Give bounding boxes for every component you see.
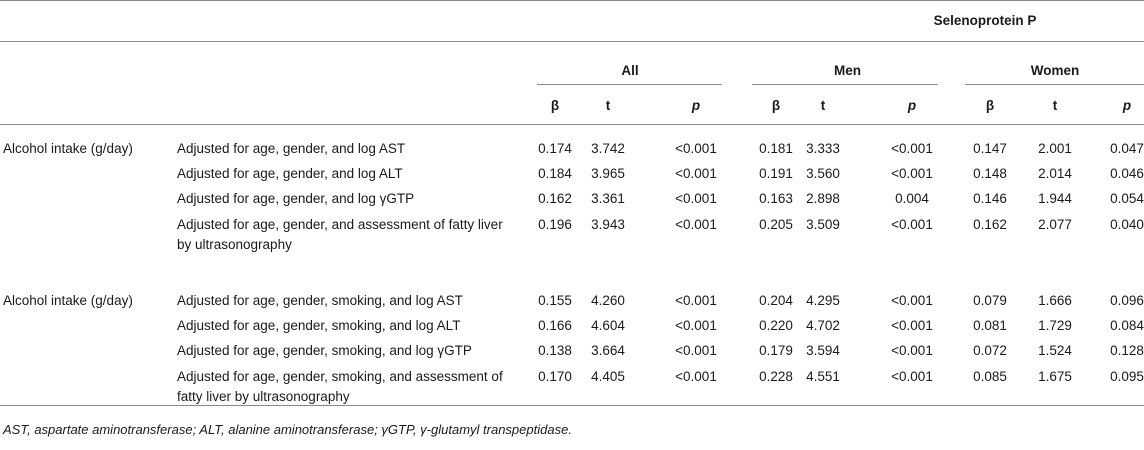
- adjustment-label: Adjusted for age, gender, smoking, and log γGTP: [177, 343, 472, 358]
- value-cell: 0.128: [1110, 343, 1144, 358]
- value-cell: 3.333: [806, 141, 840, 156]
- value-cell: 4.295: [806, 293, 840, 308]
- value-cell: 3.594: [806, 343, 840, 358]
- value-cell: <0.001: [891, 369, 933, 384]
- value-cell: 0.220: [759, 318, 793, 333]
- value-cell: 3.560: [806, 166, 840, 181]
- value-cell: <0.001: [891, 217, 933, 232]
- value-cell: 0.084: [1110, 318, 1144, 333]
- value-cell: 0.147: [973, 141, 1007, 156]
- group-title: Selenoprotein P: [933, 13, 1037, 28]
- value-cell: 0.205: [759, 217, 793, 232]
- value-cell: <0.001: [675, 369, 717, 384]
- header-rule-2: [0, 124, 1144, 125]
- underline-men: [752, 84, 938, 85]
- value-cell: 4.551: [806, 369, 840, 384]
- value-cell: 0.095: [1110, 369, 1144, 384]
- stat-header-t: t: [820, 98, 826, 113]
- adjustment-label: Adjusted for age, gender, and assessment of fatty liver by ultrasonography: [177, 217, 503, 252]
- value-cell: 0.079: [973, 293, 1007, 308]
- underline-women: [965, 84, 1144, 85]
- adjustment-label: Adjusted for age, gender, and log AST: [177, 141, 406, 156]
- adjustment-label: Adjusted for age, gender, smoking, and log ALT: [177, 318, 461, 333]
- value-cell: 4.604: [591, 318, 625, 333]
- value-cell: 0.081: [973, 318, 1007, 333]
- value-cell: <0.001: [675, 166, 717, 181]
- value-cell: 3.509: [806, 217, 840, 232]
- value-cell: 0.096: [1110, 293, 1144, 308]
- stat-header-beta: β: [985, 98, 995, 113]
- value-cell: 3.965: [591, 166, 625, 181]
- value-cell: 2.001: [1038, 141, 1072, 156]
- value-cell: 0.162: [538, 191, 572, 206]
- adjustment-label: Adjusted for age, gender, smoking, and log AST: [177, 293, 463, 308]
- value-cell: 0.179: [759, 343, 793, 358]
- value-cell: 0.196: [538, 217, 572, 232]
- stat-header-beta: β: [550, 98, 560, 113]
- header-rule-1: [0, 41, 1144, 42]
- value-cell: 0.162: [973, 217, 1007, 232]
- value-cell: <0.001: [675, 318, 717, 333]
- value-cell: 0.174: [538, 141, 572, 156]
- value-cell: 1.944: [1038, 191, 1072, 206]
- value-cell: 2.077: [1038, 217, 1072, 232]
- stat-header-p: p: [907, 98, 917, 113]
- value-cell: 0.085: [973, 369, 1007, 384]
- stat-header-p: p: [1122, 98, 1132, 113]
- value-cell: 0.184: [538, 166, 572, 181]
- underline-all: [537, 84, 722, 85]
- value-cell: 2.898: [806, 191, 840, 206]
- value-cell: 1.666: [1038, 293, 1072, 308]
- value-cell: 0.148: [973, 166, 1007, 181]
- value-cell: 0.138: [538, 343, 572, 358]
- value-cell: 0.204: [759, 293, 793, 308]
- value-cell: 0.181: [759, 141, 793, 156]
- row-group-label: Alcohol intake (g/day): [3, 293, 133, 308]
- value-cell: <0.001: [675, 191, 717, 206]
- adjustment-label: Adjusted for age, gender, and log ALT: [177, 166, 403, 181]
- value-cell: 0.004: [895, 191, 929, 206]
- stat-header-t: t: [605, 98, 611, 113]
- value-cell: 0.191: [759, 166, 793, 181]
- value-cell: <0.001: [891, 141, 933, 156]
- value-cell: <0.001: [675, 343, 717, 358]
- value-cell: 3.361: [591, 191, 625, 206]
- value-cell: 2.014: [1038, 166, 1072, 181]
- group-header-men: Men: [834, 63, 861, 78]
- value-cell: 4.405: [591, 369, 625, 384]
- value-cell: 1.729: [1038, 318, 1072, 333]
- value-cell: 0.054: [1110, 191, 1144, 206]
- top-rule: [0, 0, 1144, 1]
- value-cell: 3.664: [591, 343, 625, 358]
- group-header-all: All: [621, 63, 639, 78]
- stat-header-t: t: [1052, 98, 1058, 113]
- table-footnote: AST, aspartate aminotransferase; ALT, alanine aminotransferase; γGTP, γ-glutamyl transpeptidase.: [3, 422, 572, 437]
- adjustment-label: Adjusted for age, gender, smoking, and assessment of fatty liver by ultrasonography: [177, 369, 503, 404]
- value-cell: 0.155: [538, 293, 572, 308]
- group-header-women: Women: [1030, 63, 1080, 78]
- value-cell: 0.163: [759, 191, 793, 206]
- value-cell: 0.166: [538, 318, 572, 333]
- value-cell: 1.524: [1038, 343, 1072, 358]
- value-cell: 0.046: [1110, 166, 1144, 181]
- value-cell: 3.943: [591, 217, 625, 232]
- value-cell: 0.170: [538, 369, 572, 384]
- value-cell: <0.001: [675, 217, 717, 232]
- value-cell: 1.675: [1038, 369, 1072, 384]
- value-cell: 3.742: [591, 141, 625, 156]
- value-cell: <0.001: [675, 141, 717, 156]
- value-cell: <0.001: [891, 293, 933, 308]
- value-cell: 0.228: [759, 369, 793, 384]
- adjustment-label: Adjusted for age, gender, and log γGTP: [177, 191, 415, 206]
- value-cell: 0.040: [1110, 217, 1144, 232]
- value-cell: <0.001: [891, 318, 933, 333]
- stat-header-beta: β: [771, 98, 781, 113]
- stat-header-p: p: [691, 98, 701, 113]
- value-cell: <0.001: [891, 343, 933, 358]
- bottom-rule: [0, 405, 1144, 406]
- row-group-label: Alcohol intake (g/day): [3, 141, 133, 156]
- value-cell: 4.702: [806, 318, 840, 333]
- value-cell: <0.001: [675, 293, 717, 308]
- value-cell: <0.001: [891, 166, 933, 181]
- value-cell: 0.072: [973, 343, 1007, 358]
- value-cell: 0.146: [973, 191, 1007, 206]
- value-cell: 4.260: [591, 293, 625, 308]
- value-cell: 0.047: [1110, 141, 1144, 156]
